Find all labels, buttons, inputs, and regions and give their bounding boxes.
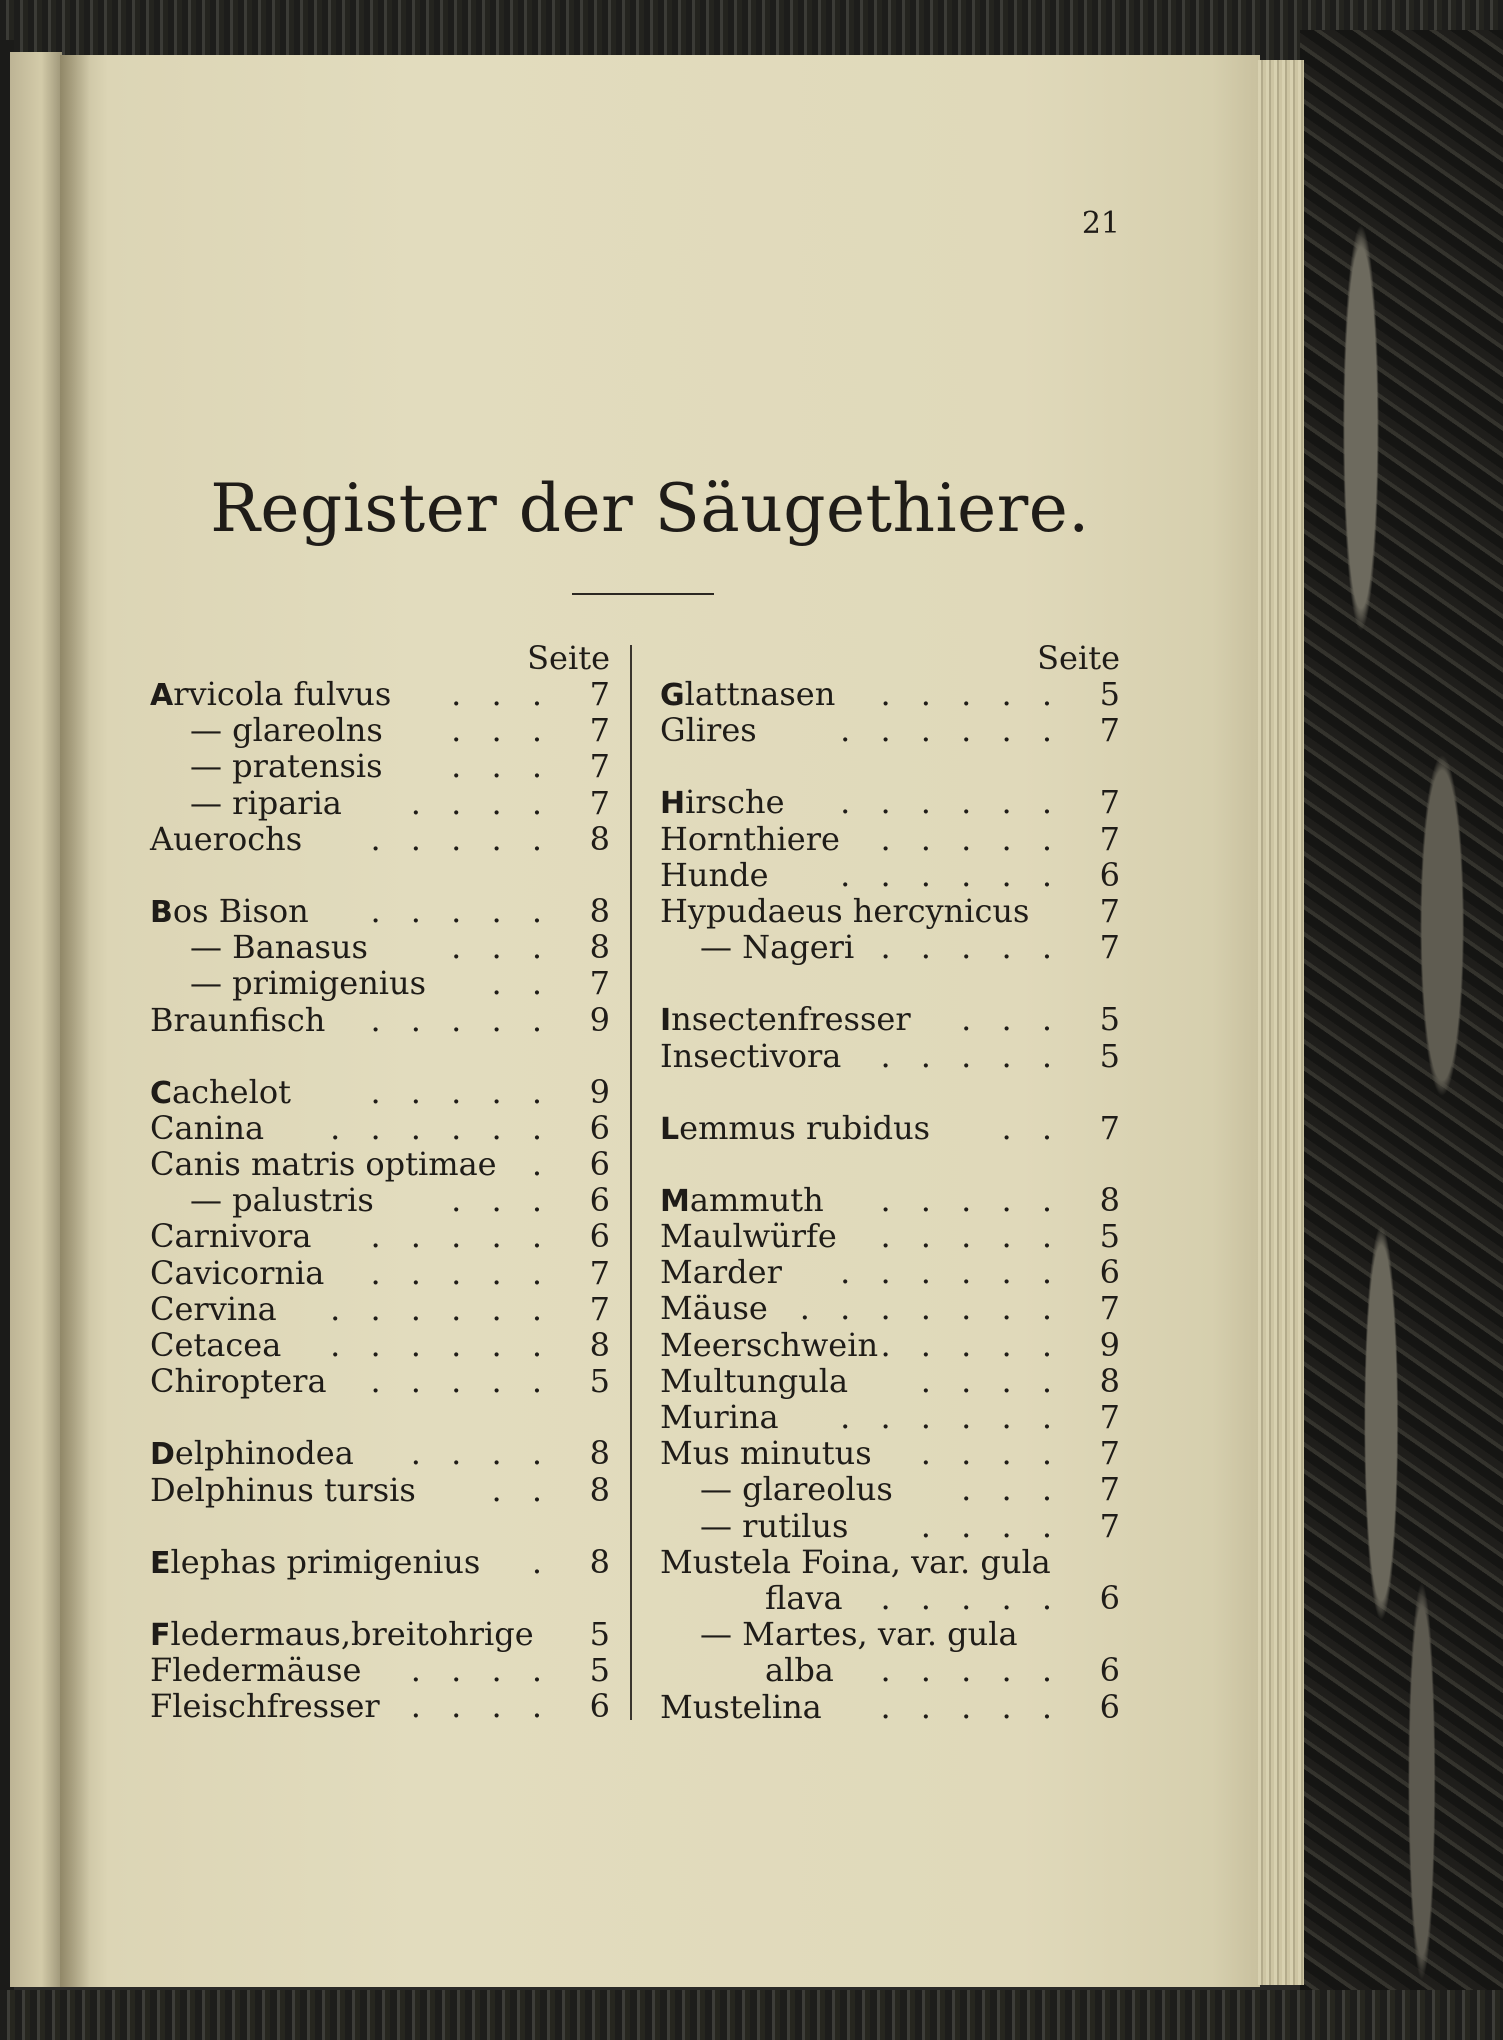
index-entry-name: Bos Bison (150, 891, 309, 930)
index-entry-name: Arvicola fulvus (150, 675, 392, 713)
index-entry (660, 1038, 1120, 1074)
index-entry-leader-dots: . . . . . (370, 891, 552, 930)
index-entry (660, 1327, 1120, 1363)
index-entry-page: 7 (1099, 1108, 1120, 1147)
index-entry (660, 1544, 1120, 1580)
index-entry-page: 5 (589, 1614, 610, 1653)
index-entry-name: Meerschwein (660, 1325, 879, 1364)
index-entry-name: Glattnasen (660, 675, 836, 713)
index-column-right (660, 640, 1120, 1725)
index-entry-page: 6 (589, 1145, 610, 1184)
index-entry-page: 5 (1099, 675, 1120, 713)
index-entry-page: 6 (589, 1181, 610, 1220)
previous-page-edge (10, 52, 62, 1987)
index-entry-name: Carnivora (150, 1217, 312, 1256)
index-entry-leader-dots: . . . (451, 747, 552, 786)
index-entry (660, 784, 1120, 820)
index-entry-page: 7 (1099, 783, 1120, 822)
index-entry (660, 1580, 1120, 1616)
index-entry (660, 821, 1120, 857)
index-entry-leader-dots: . . . . . . (330, 1108, 552, 1147)
index-entry-name: Hypudaeus hercynicus (660, 891, 1030, 930)
index-entry (660, 712, 1120, 748)
index-entry (660, 1435, 1120, 1471)
index-entry-name: Maulwürfe (660, 1217, 837, 1256)
index-entry-name: Multungula (660, 1361, 849, 1400)
index-entry (660, 1471, 1120, 1507)
index-entry-name: Mammuth (660, 1180, 824, 1219)
index-entry-page: 6 (1099, 1651, 1120, 1690)
index-entry-name: Elephas primigenius (150, 1542, 481, 1581)
index-entry-leader-dots: . . . (961, 1000, 1062, 1039)
index-entry-page: 7 (589, 675, 610, 713)
index-entry-page: 5 (589, 1362, 610, 1401)
index-entry-page: 6 (589, 1108, 610, 1147)
index-entry-name: — palustris (190, 1181, 374, 1220)
index-entry-page: 7 (1099, 928, 1120, 967)
index-entry (150, 1544, 610, 1580)
index-entry (150, 785, 610, 821)
index-entry-page: 8 (589, 928, 610, 967)
index-entry (150, 748, 610, 784)
index-entry-leader-dots: . . . . . (370, 1362, 552, 1401)
index-entry (660, 1508, 1120, 1544)
index-entry-name: Canina (150, 1108, 265, 1147)
index-entry (660, 857, 1120, 893)
index-entry-page: 7 (589, 747, 610, 786)
index-entry-page: 5 (1099, 1036, 1120, 1075)
index-entry-page: 8 (589, 1434, 610, 1473)
index-entry (150, 676, 610, 712)
index-entry-leader-dots: . . . . (920, 1506, 1062, 1545)
index-entry-leader-dots: . . . . . (880, 1180, 1062, 1219)
index-entry-leader-dots: . . . . . (880, 1036, 1062, 1075)
index-entry-page: 7 (1099, 891, 1120, 930)
index-entry-page: 6 (1099, 1687, 1120, 1726)
index-entry-page: 7 (1099, 711, 1120, 750)
index-entry (150, 1002, 610, 1038)
index-entry-leader-dots: . . . . . (370, 1217, 552, 1256)
index-entry-name: Fledermäuse (150, 1651, 362, 1690)
index-entry (150, 1616, 610, 1652)
index-entry-page: 6 (1099, 1253, 1120, 1292)
index-entry-name: Cachelot (150, 1072, 291, 1111)
index-entry-page: 7 (1099, 1289, 1120, 1328)
index-entry (150, 1291, 610, 1327)
index-entry-page: 7 (589, 1253, 610, 1292)
index-entry-name: Fleischfresser (150, 1687, 380, 1726)
index-entry-name: Mus minutus (660, 1434, 872, 1473)
book-cover-top (0, 0, 1503, 60)
index-entry-leader-dots: . . . . . (370, 819, 552, 858)
index-list-right (660, 676, 1120, 1725)
index-entry (150, 821, 610, 857)
index-entry-name: Delphinus tursis (150, 1470, 416, 1509)
index-entry (660, 1218, 1120, 1254)
index-entry-leader-dots: . . . . . . (840, 783, 1062, 822)
index-entry-leader-dots: . (531, 1542, 552, 1581)
index-entry-leader-dots: . . . . . . (330, 1289, 552, 1328)
index-entry-leader-dots: . . . . . . (840, 855, 1062, 894)
index-entry-name: Chiroptera (150, 1362, 327, 1401)
index-entry-page: 9 (589, 1072, 610, 1111)
index-entry-leader-dots: . . . . (920, 1434, 1062, 1473)
index-entry-name: alba (765, 1651, 834, 1690)
index-entry (660, 1616, 1120, 1652)
index-entry (660, 1652, 1120, 1688)
index-entry-leader-dots: . (531, 1145, 552, 1184)
index-entry (660, 1363, 1120, 1399)
index-entry-leader-dots: . . . . . (880, 1651, 1062, 1690)
index-entry-page: 7 (589, 783, 610, 822)
index-entry-leader-dots: . . . . . . (840, 1253, 1062, 1292)
index-entry-leader-dots: . . . . (410, 1651, 552, 1690)
index-entry (660, 1254, 1120, 1290)
index-entry-leader-dots: . . (491, 964, 552, 1003)
index-entry-page: 7 (1099, 1470, 1120, 1509)
index-entry-name: Cavicornia (150, 1253, 325, 1292)
column-divider (630, 645, 632, 1720)
index-entry-page: 5 (1099, 1217, 1120, 1256)
index-entry-leader-dots: . . . . . (370, 1253, 552, 1292)
index-entry-name: — Banasus (190, 928, 368, 967)
index-entry-name: — primigenius (190, 964, 427, 1003)
index-entry (660, 1110, 1120, 1146)
index-entry (150, 1146, 610, 1182)
index-entry-leader-dots: . . . . . (880, 1325, 1062, 1364)
index-entry-leader-dots: . . . . (410, 1687, 552, 1726)
index-entry-leader-dots: . . . . . . (330, 1326, 552, 1364)
index-entry (150, 1110, 610, 1146)
index-entry-name: Insectenfresser (660, 1000, 911, 1039)
index-entry-name: flava (765, 1578, 843, 1617)
index-entry-name: — pratensis (190, 747, 383, 786)
index-entry-name: Canis matris optimae (150, 1145, 497, 1184)
index-entry-leader-dots: . . . . . (880, 1217, 1062, 1256)
index-entry (150, 1688, 610, 1724)
index-entry (150, 712, 610, 748)
index-entry-name: Delphinodea (150, 1434, 354, 1473)
index-entry-page: 7 (589, 1289, 610, 1328)
index-entry-page: 6 (1099, 1578, 1120, 1617)
index-entry-leader-dots: . . . . . . (840, 1398, 1062, 1436)
index-entry (660, 929, 1120, 965)
index-entry-leader-dots: . . . . . . (840, 711, 1062, 750)
index-entry-page: 8 (589, 819, 610, 858)
index-entry-name: Glires (660, 711, 757, 750)
index-entry (660, 1689, 1120, 1725)
index-entry (150, 1435, 610, 1471)
index-entry-page: 6 (589, 1687, 610, 1726)
index-entry-name: — riparia (190, 783, 342, 822)
index-entry-page: 7 (589, 711, 610, 750)
index-entry-leader-dots: . . (491, 1470, 552, 1509)
index-entry-name: Hornthiere (660, 819, 840, 858)
index-entry-page: 8 (1099, 1180, 1120, 1219)
index-entry-page: 8 (589, 1542, 610, 1581)
index-entry-page: 5 (589, 1651, 610, 1690)
index-entry (150, 1327, 610, 1363)
index-entry (150, 1218, 610, 1254)
index-entry-name: Hirsche (660, 783, 785, 822)
index-entry (150, 1182, 610, 1218)
index-entry (660, 676, 1120, 712)
index-entry-name: Cervina (150, 1289, 277, 1328)
index-entry-name: — rutilus (700, 1506, 849, 1545)
index-entry-leader-dots: . . . . . (880, 1687, 1062, 1726)
index-column-left (150, 640, 610, 1725)
index-list-left (150, 676, 610, 1725)
index-entry (150, 1472, 610, 1508)
index-entry-name: Cetacea (150, 1326, 282, 1364)
index-entry-page: 7 (1099, 1398, 1120, 1436)
index-entry-leader-dots: . . . . . (880, 819, 1062, 858)
index-entry-leader-dots: . . . (451, 928, 552, 967)
index-entry-page: 7 (589, 964, 610, 1003)
index-entry-name: Fledermaus,breitohrige (150, 1614, 534, 1653)
column-header: Seite (527, 639, 610, 677)
index-entry-leader-dots: . . . (961, 1470, 1062, 1509)
index-entry-page: 7 (1099, 819, 1120, 858)
index-entry-leader-dots: . . . . . . . (799, 1289, 1062, 1328)
index-entry-leader-dots: . . . . . (370, 1072, 552, 1111)
index-entry-page: 8 (1099, 1361, 1120, 1400)
index-entry-name: Mäuse (660, 1289, 768, 1328)
index-entry-leader-dots: . . . . . (880, 1578, 1062, 1617)
index-entry-page: 8 (589, 1470, 610, 1509)
index-entry-leader-dots: . . . . (920, 1361, 1062, 1400)
index-entry (150, 1652, 610, 1688)
index-entry-page: 9 (589, 1000, 610, 1039)
index-entry-name: Murina (660, 1398, 779, 1436)
column-header: Seite (1037, 639, 1120, 677)
index-entry-leader-dots: . . . (451, 1181, 552, 1220)
index-entry-leader-dots: . . (1001, 1108, 1062, 1147)
index-entry (150, 929, 610, 965)
index-entry (150, 893, 610, 929)
index-entry-name: Lemmus rubidus (660, 1108, 931, 1147)
index-entry-name: Marder (660, 1253, 782, 1292)
index-entry-page: 8 (589, 1326, 610, 1364)
index-entry-leader-dots: . . . . . (370, 1000, 552, 1039)
index-entry-name: Insectivora (660, 1036, 842, 1075)
index-entry-leader-dots: . . . . . (880, 928, 1062, 967)
index-entry-name: — glareolus (700, 1470, 893, 1509)
index-entry-leader-dots: . . . . (410, 1434, 552, 1473)
index-entry (150, 1255, 610, 1291)
index-entry-name: Auerochs (150, 819, 303, 858)
index-entry (660, 1399, 1120, 1435)
index-entry-name: Braunfisch (150, 1000, 326, 1039)
index-entry-page: 7 (1099, 1506, 1120, 1545)
index-entry-name: Mustelina (660, 1687, 822, 1726)
index-entry-name: — Nageri (700, 928, 855, 967)
index-entry-name: Hunde (660, 855, 769, 894)
book-cover-bottom (0, 1990, 1503, 2040)
spine-shadow (60, 55, 90, 1987)
index-entry-leader-dots: . . . (451, 711, 552, 750)
index-entry-name: — glareolns (190, 711, 383, 750)
page-number: 21 (1081, 206, 1120, 241)
page-title: Register der Säugethiere. (210, 470, 1090, 547)
page-stack-edge (1258, 60, 1304, 1985)
index-entry-page: 7 (1099, 1434, 1120, 1473)
index-entry-name: — Martes, var. gula (700, 1615, 1018, 1654)
index-entry-page: 6 (589, 1217, 610, 1256)
index-entry (150, 1074, 610, 1110)
index-entry-leader-dots: . . . . . (880, 675, 1062, 713)
index-entry-page: 6 (1099, 855, 1120, 894)
index-entry (660, 893, 1120, 929)
index-entry-page: 9 (1099, 1325, 1120, 1364)
index-entry-page: 8 (589, 891, 610, 930)
index-entry-page: 5 (1099, 1000, 1120, 1039)
index-entry (660, 1001, 1120, 1037)
marbled-cover (1300, 30, 1503, 2020)
index-entry-leader-dots: . . . (451, 675, 552, 713)
index-entry (150, 1363, 610, 1399)
title-rule (572, 593, 714, 595)
index-entry (660, 1290, 1120, 1326)
index-entry-leader-dots: . . . . (410, 783, 552, 822)
index-entry (150, 965, 610, 1001)
index-entry (660, 1182, 1120, 1218)
index-entry-name: Mustela Foina, var. gula (660, 1542, 1051, 1581)
